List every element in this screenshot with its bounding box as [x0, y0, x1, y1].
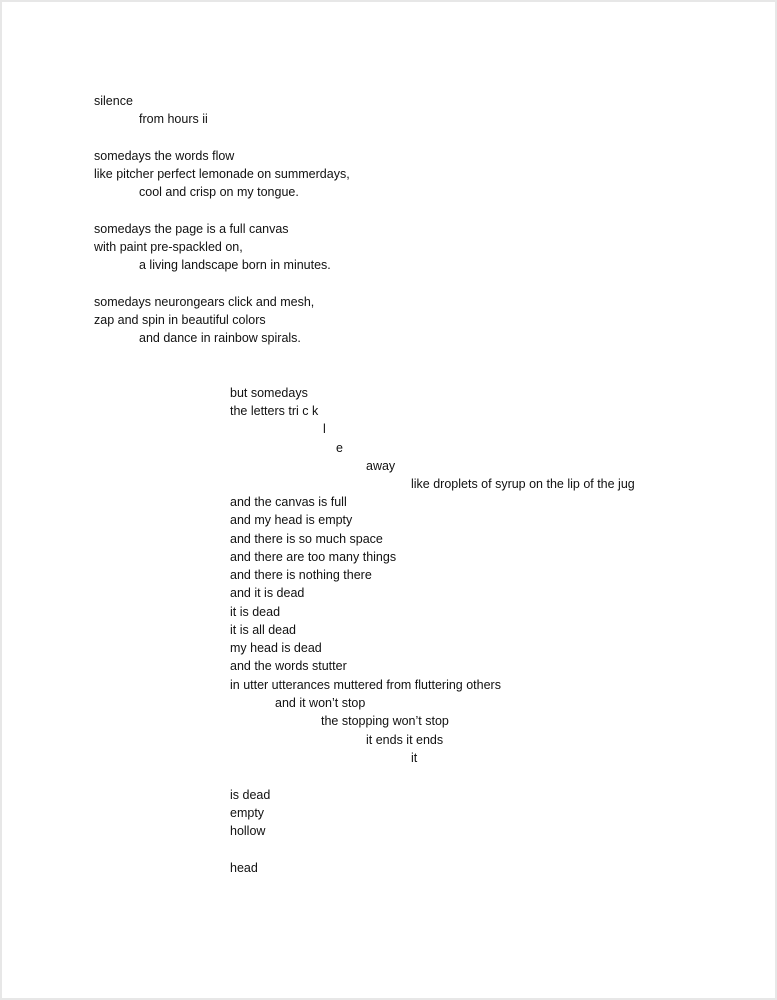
poem-line: somedays the page is a full canvas — [94, 222, 289, 236]
poem-line: the stopping won’t stop — [321, 714, 449, 728]
poem-line: my head is dead — [230, 641, 322, 655]
poem-final-line: head — [230, 861, 258, 875]
poem-line: it — [411, 751, 418, 765]
poem-line: and the words stutter — [230, 659, 347, 673]
poem-line: and there is so much space — [230, 532, 383, 546]
poem-line: empty — [230, 806, 265, 820]
poem-line: like pitcher perfect lemonade on summerdays, — [94, 167, 350, 181]
poem-title: silence — [94, 94, 133, 108]
poem-line: somedays the words flow — [94, 149, 235, 163]
poem-line: and it is dead — [230, 586, 305, 600]
poem-line: zap and spin in beautiful colors — [94, 313, 266, 327]
poem-subtitle: from hours ii — [139, 112, 208, 126]
poem-line: it ends it ends — [366, 733, 444, 747]
poem-line: a living landscape born in minutes. — [139, 258, 331, 272]
poem-line: and it won’t stop — [275, 696, 366, 710]
poem-line: cool and crisp on my tongue. — [139, 185, 299, 199]
poem-line: hollow — [230, 824, 266, 838]
poem-line: with paint pre-spackled on, — [94, 240, 243, 254]
poem-line: away — [366, 459, 396, 473]
poem-line: in utter utterances muttered from fluttering others — [230, 678, 501, 692]
poem-line: and the canvas is full — [230, 495, 347, 509]
poem-line: and there is nothing there — [230, 568, 372, 582]
poem-line: like droplets of syrup on the lip of the jug — [411, 477, 635, 491]
poem-line: but somedays — [230, 386, 308, 400]
poem-line: l — [323, 422, 326, 436]
poem-line: the letters tri c k — [230, 404, 319, 418]
poem-line: and my head is empty — [230, 513, 353, 527]
poem-line: it is dead — [230, 605, 281, 619]
poem-line: it is all dead — [230, 623, 297, 637]
poem-line: and dance in rainbow spirals. — [139, 331, 301, 345]
poem-line: is dead — [230, 788, 271, 802]
poem-line: somedays neurongears click and mesh, — [94, 295, 315, 309]
poem-line: e — [336, 441, 343, 455]
poem-line: and there are too many things — [230, 550, 397, 564]
